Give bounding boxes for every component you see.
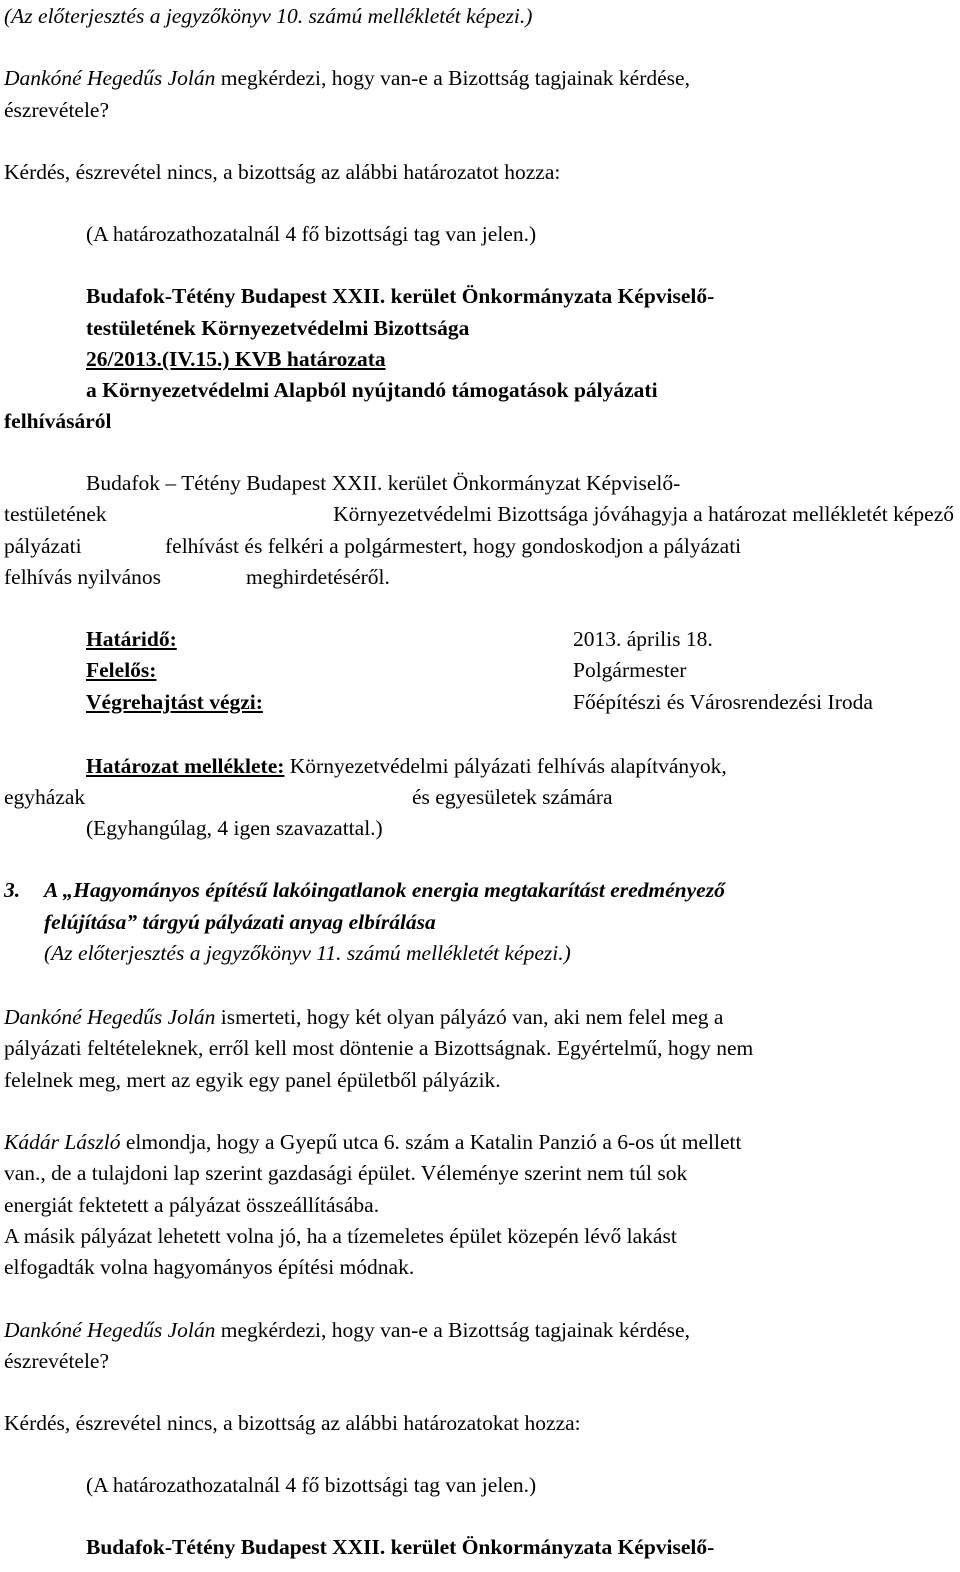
annex-text2a: egyházak — [4, 785, 86, 809]
annex-line — [86, 756, 727, 778]
resolution-text-line1: Budafok – Tétény Budapest XXII. kerület Önkormányzat Képviselő- — [86, 471, 681, 495]
text-line2-word-a: testületének — [4, 502, 107, 526]
p3-line2: elfogadták volna hagyományos építési módnak. — [4, 1255, 415, 1279]
annex-text: Környezetvédelmi pályázati felhívás alapítványok, — [284, 754, 727, 778]
resolution-text-line3 — [4, 536, 82, 558]
resolution-subject-line2: felhívásáról — [4, 409, 112, 433]
p4-line1 — [4, 1320, 690, 1342]
no-question-line: Kérdés, észrevétel nincs, a bizottság az alábbi határozatot hozza: — [4, 160, 561, 184]
executor-value: Főépítészi és Városrendezési Iroda — [573, 690, 873, 714]
resolution-body-line1: Budafok-Tétény Budapest XXII. kerület Önkormányzata Képviselő- — [86, 284, 715, 308]
text-line2-word-b: Környezetvédelmi Bizottsága jóváhagyja a határozat mellékletét képező — [333, 502, 954, 526]
deadline-value: 2013. április 18. — [573, 627, 713, 651]
resolution-text-line2 — [4, 504, 954, 526]
question-line — [4, 68, 690, 90]
quorum-line-2: (A határozathozatalnál 4 fő bizottsági tag van jelen.) — [86, 1473, 537, 1497]
responsible-label: Felelős: — [86, 658, 157, 682]
p4-text1: megkérdezi, hogy van-e a Bizottság tagjainak kérdése, — [215, 1318, 690, 1342]
p4-line2: észrevétele? — [4, 1349, 110, 1373]
p1-text1: ismerteti, hogy két olyan pályázó van, aki nem felel meg a — [215, 1005, 724, 1029]
p1-line2: pályázati feltételeknek, erről kell most döntenie a Bizottságnak. Egyértelmű, hogy nem — [4, 1036, 754, 1060]
no-question-line-2: Kérdés, észrevétel nincs, a bizottság az alábbi határozatokat hozza: — [4, 1411, 581, 1435]
deadline-label: Határidő: — [86, 627, 177, 651]
item3-number: 3. — [4, 878, 21, 902]
quorum-line: (A határozathozatalnál 4 fő bizottsági tag van jelen.) — [86, 222, 537, 246]
p2-speaker: Kádár László — [4, 1130, 121, 1154]
resolution-number-prefix: 26/2013.(IV.15.) — [86, 347, 230, 371]
resolution-text-line3-rest: felhívást és felkéri a polgármestert, hogy gondoskodjon a pályázati — [165, 534, 742, 558]
p1-line3: felelnek meg, mert az egyik egy panel épületből pályázik. — [4, 1068, 501, 1092]
p4-speaker: Dankóné Hegedűs Jolán — [4, 1318, 216, 1342]
annex-note-10: (Az előterjesztés a jegyzőkönyv 10. számú mellékletét képezi.) — [4, 4, 533, 28]
resolution-body-line1-2: Budafok-Tétény Budapest XXII. kerület Önkormányzata Képviselő- — [86, 1535, 715, 1559]
p2-line1 — [4, 1132, 741, 1154]
p1-line1 — [4, 1007, 723, 1029]
question-text: megkérdezi, hogy van-e a Bizottság tagjainak kérdése, — [220, 66, 690, 90]
annex-label: Határozat melléklete: — [86, 754, 285, 778]
p2-text1: elmondja, hogy a Gyepű utca 6. szám a Katalin Panzió a 6-os út mellett — [120, 1130, 742, 1154]
item3-title-line2: felújítása” tárgyú pályázati anyag elbírálása — [44, 910, 436, 934]
p3-line1: A másik pályázat lehetett volna jó, ha a tízemeletes épület közepén lévő lakást — [4, 1224, 677, 1248]
resolution-number — [86, 349, 386, 371]
responsible-value: Polgármester — [573, 658, 687, 682]
annex-note-11: (Az előterjesztés a jegyzőkönyv 11. számú mellékletét képezi.) — [44, 941, 571, 965]
speaker-name: Dankóné Hegedűs Jolán — [4, 66, 216, 90]
resolution-body-line2: testületének Környezetvédelmi Bizottsága — [86, 316, 470, 340]
resolution-text-line4a: felhívás nyilvános — [4, 565, 162, 589]
p1-speaker: Dankóné Hegedűs Jolán — [4, 1005, 216, 1029]
text-line3-word-a: pályázati — [4, 534, 82, 558]
resolution-subject-line1: a Környezetvédelmi Alapból nyújtandó támogatások pályázati — [86, 378, 658, 402]
item3-title-line1: A „Hagyományos építésű lakóingatlanok energia megtakarítást eredményező — [44, 878, 725, 902]
p2-line3: energiát fektetett a pályázat összeállításába. — [4, 1193, 380, 1217]
resolution-number-suffix: KVB határozata — [229, 347, 386, 371]
question-cont: észrevétele? — [4, 98, 110, 122]
vote-line: (Egyhangúlag, 4 igen szavazattal.) — [86, 816, 383, 840]
executor-label: Végrehajtást végzi: — [86, 690, 263, 714]
resolution-text-line4b: meghirdetéséről. — [246, 565, 390, 589]
p2-line2: van., de a tulajdoni lap szerint gazdasági épület. Véleménye szerint nem túl sok — [4, 1161, 688, 1185]
annex-text2b: és egyesületek számára — [412, 785, 613, 809]
